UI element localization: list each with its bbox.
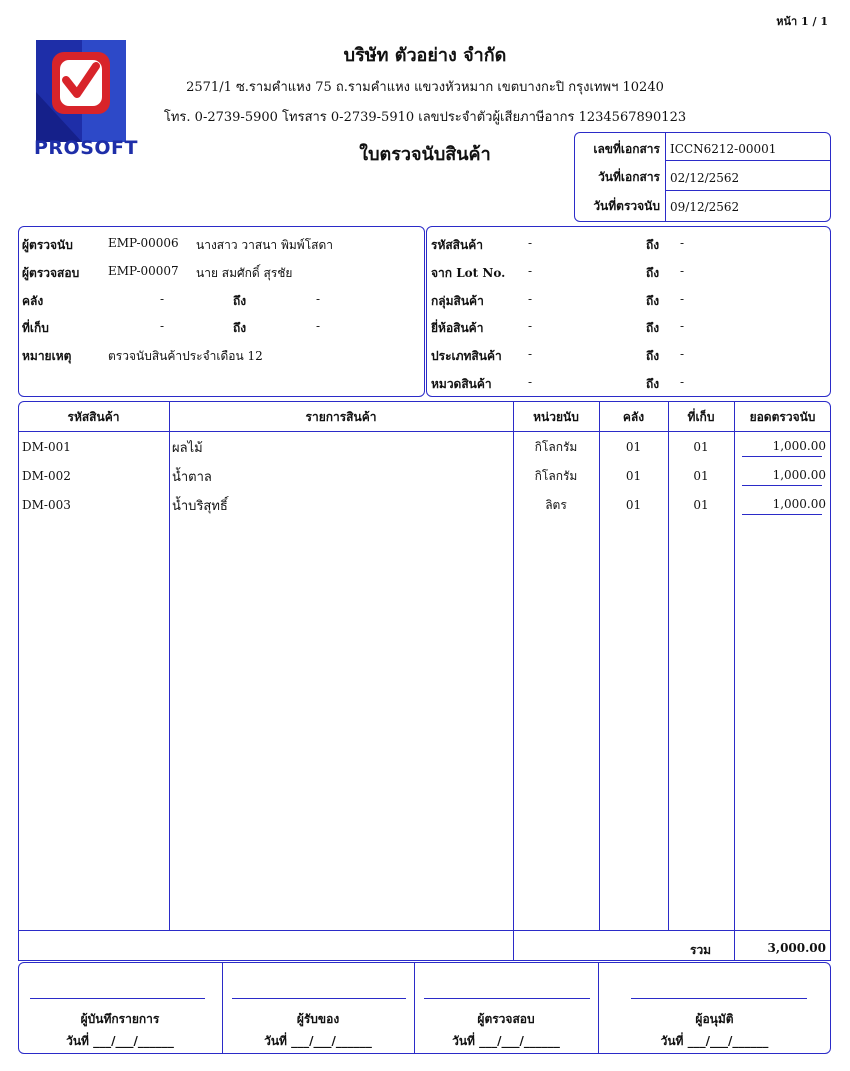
criteria-to-label: ถึง [646, 349, 660, 363]
count-date-label: วันที่ตรวจนับ [593, 199, 660, 213]
row-name: ผลไม้ [172, 441, 203, 456]
signature-role: ผู้ตรวจสอบ [477, 1012, 535, 1026]
criteria-to: - [680, 347, 685, 361]
warehouse-from: - [160, 292, 165, 306]
row-unit: ลิตร [545, 498, 567, 512]
row-location: 01 [693, 440, 709, 454]
col-header-qty: ยอดตรวจนับ [749, 410, 816, 424]
criteria-from: - [528, 375, 533, 389]
criteria-from: - [528, 292, 533, 306]
row-qty: 1,000.00 [772, 468, 826, 482]
criteria-to: - [680, 264, 685, 278]
company-address: 2571/1 ซ.รามคำแหง 75 ถ.รามคำแหง แขวงหัวหมาก เขตบางกะปิ กรุงเทพฯ 10240 [186, 80, 664, 95]
logo-text: PROSOFT [34, 137, 138, 159]
criteria-to-label: ถึง [646, 321, 660, 335]
row-code: DM-001 [22, 440, 71, 454]
warehouse-to: - [316, 292, 321, 306]
criteria-from: - [528, 236, 533, 250]
criteria-label: รหัสสินค้า [431, 238, 483, 252]
document-title: ใบตรวจนับสินค้า [359, 144, 491, 165]
total-value: 3,000.00 [767, 941, 826, 955]
counter-code: EMP-00006 [108, 236, 179, 250]
row-unit: กิโลกรัม [534, 440, 578, 454]
counter-label: ผู้ตรวจนับ [22, 238, 73, 252]
criteria-label: ยี่ห้อสินค้า [431, 321, 484, 335]
remark-label: หมายเหตุ [22, 349, 72, 363]
criteria-to: - [680, 292, 685, 306]
criteria-to: - [680, 375, 685, 389]
row-warehouse: 01 [625, 498, 642, 512]
checker-code: EMP-00007 [108, 264, 179, 278]
criteria-from: - [528, 319, 533, 333]
signature-date: วันที่ ___/___/______ [264, 1034, 372, 1048]
row-warehouse: 01 [625, 469, 642, 483]
criteria-to-label: ถึง [646, 377, 660, 391]
signature-date: วันที่ ___/___/______ [452, 1034, 560, 1048]
doc-number-label: เลขที่เอกสาร [593, 142, 660, 156]
criteria-label: ประเภทสินค้า [431, 349, 502, 363]
warehouse-to-label: ถึง [233, 294, 247, 308]
signature-role: ผู้อนุมัติ [695, 1012, 734, 1026]
col-header-unit: หน่วยนับ [533, 410, 579, 424]
criteria-label: หมวดสินค้า [431, 377, 492, 391]
criteria-to-label: ถึง [646, 294, 660, 308]
doc-date-label: วันที่เอกสาร [598, 170, 660, 184]
criteria-to: - [680, 236, 685, 250]
row-unit: กิโลกรัม [534, 469, 578, 483]
criteria-label: กลุ่มสินค้า [431, 294, 484, 308]
row-name: น้ำบริสุทธิ์ [172, 499, 228, 514]
warehouse-label: คลัง [22, 294, 44, 308]
location-to: - [316, 319, 321, 333]
row-location: 01 [693, 469, 709, 483]
doc-date-value: 02/12/2562 [670, 171, 740, 185]
criteria-to-label: ถึง [646, 266, 660, 280]
location-to-label: ถึง [233, 321, 247, 335]
remark-value: ตรวจนับสินค้าประจำเดือน 12 [108, 349, 263, 363]
row-code: DM-002 [22, 469, 71, 483]
page-number: หน้า 1 / 1 [776, 15, 828, 28]
company-contact: โทร. 0-2739-5900 โทรสาร 0-2739-5910 เลขประจำตัวผู้เสียภาษีอากร 1234567890123 [163, 110, 687, 125]
row-qty: 1,000.00 [772, 497, 826, 511]
checker-label: ผู้ตรวจสอบ [22, 266, 80, 280]
row-warehouse: 01 [625, 440, 642, 454]
signature-role: ผู้รับของ [296, 1012, 340, 1026]
row-location: 01 [693, 498, 709, 512]
counter-name: นางสาว วาสนา พิมพ์โสดา [196, 238, 334, 252]
criteria-to: - [680, 319, 685, 333]
criteria-from: - [528, 347, 533, 361]
col-header-warehouse: คลัง [622, 410, 645, 424]
checker-name: นาย สมศักดิ์ สุรชัย [196, 266, 293, 280]
signature-role: ผู้บันทึกรายการ [80, 1012, 160, 1026]
row-code: DM-003 [22, 498, 71, 512]
row-name: น้ำตาล [172, 470, 212, 485]
signature-date: วันที่ ___/___/______ [660, 1034, 769, 1048]
criteria-label: จาก Lot No. [431, 266, 506, 280]
criteria-from: - [528, 264, 533, 278]
signature-date: วันที่ ___/___/______ [66, 1034, 174, 1048]
criteria-to-label: ถึง [646, 238, 660, 252]
total-label: รวม [690, 943, 712, 957]
location-label: ที่เก็บ [22, 321, 49, 335]
location-from: - [160, 319, 165, 333]
col-header-location: ที่เก็บ [687, 410, 715, 424]
col-header-code: รหัสสินค้า [67, 410, 120, 424]
product-criteria-box [426, 226, 831, 397]
col-header-name: รายการสินค้า [305, 410, 377, 424]
count-date-value: 09/12/2562 [670, 200, 740, 214]
company-name: บริษัท ตัวอย่าง จำกัด [343, 45, 507, 66]
row-qty: 1,000.00 [772, 439, 826, 453]
doc-number-value: ICCN6212-00001 [670, 142, 777, 156]
